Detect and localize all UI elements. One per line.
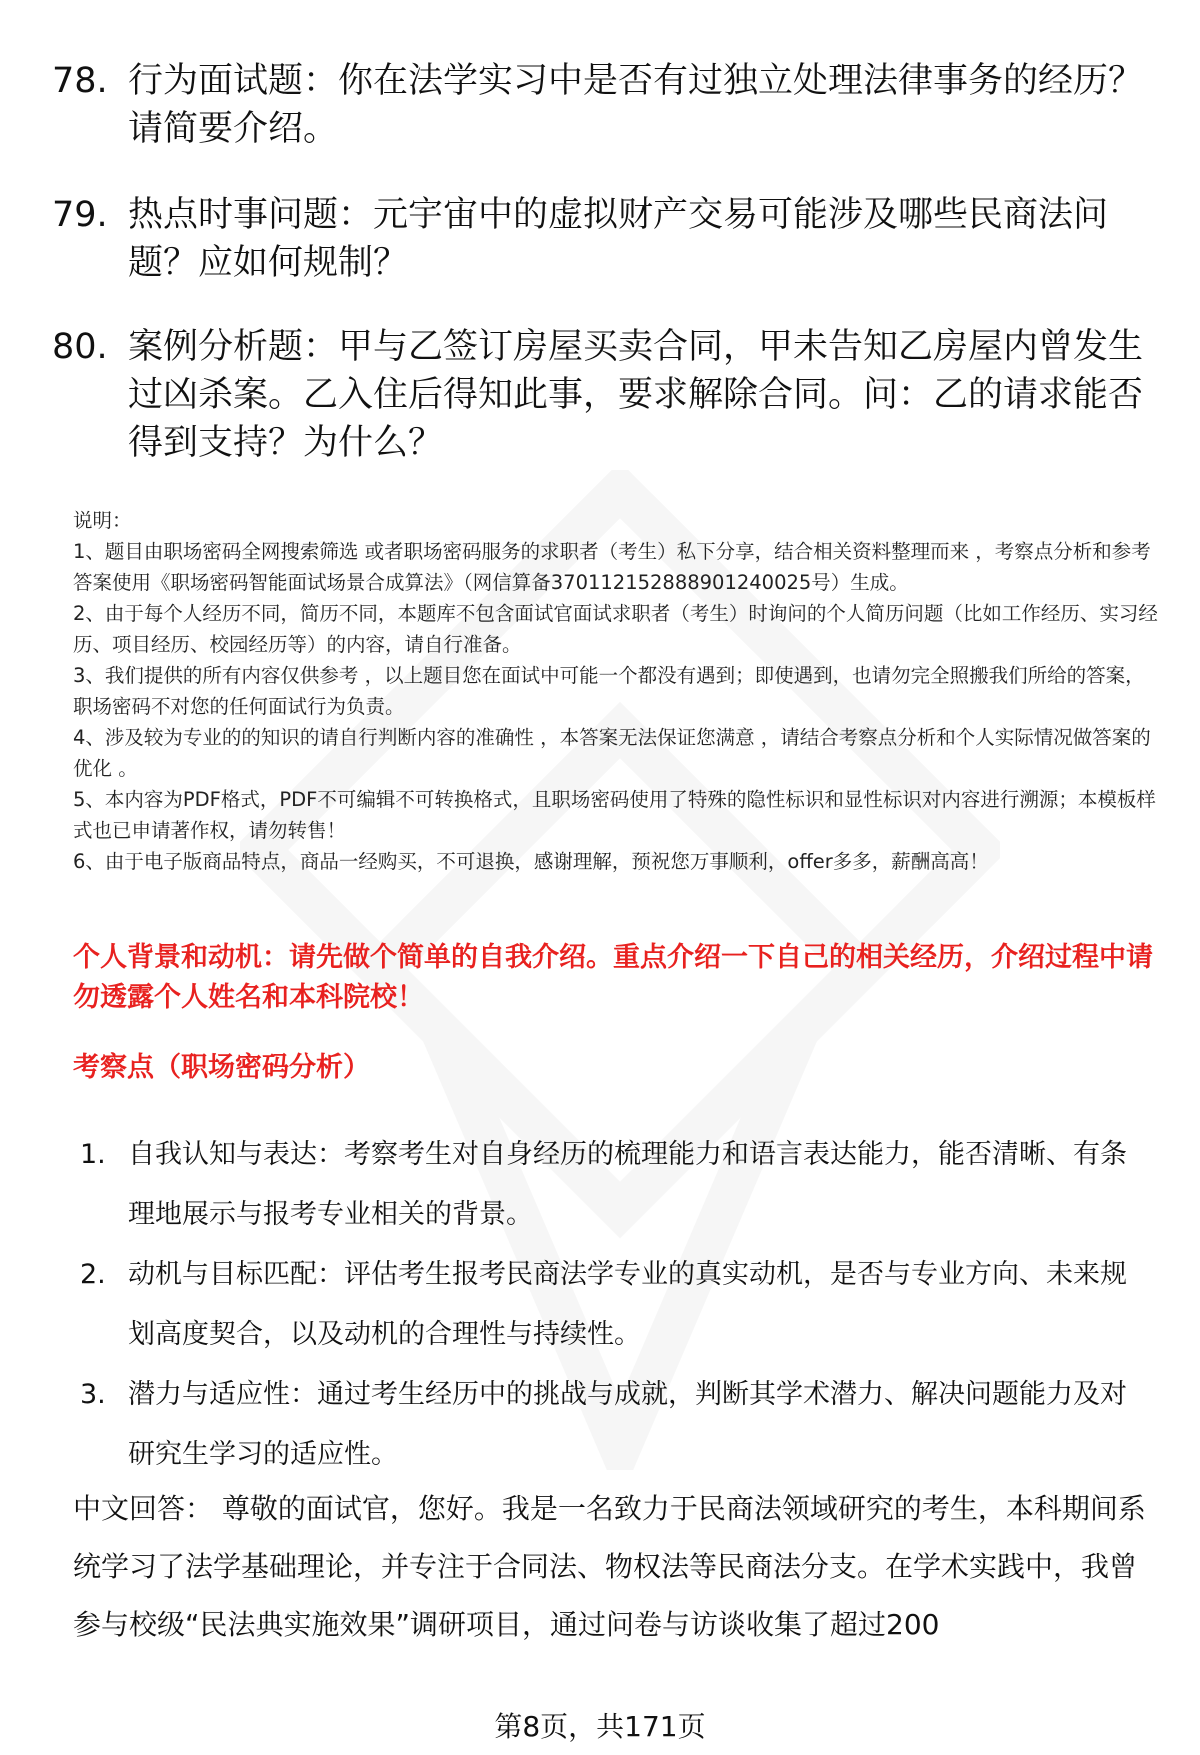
note-item: 6、由于电子版商品特点，商品一经购买，不可退换，感谢理解，预祝您万事顺利，offer多多，薪酬高高！: [73, 850, 989, 873]
question-heading: 个人背景和动机：请先做个简单的自我介绍。重点介绍一下自己的相关经历，介绍过程中请勿透露个人姓名和本科院校！: [73, 942, 1153, 1013]
question-number: 79.: [52, 195, 108, 235]
question-text: 行为面试题：你在法学实习中是否有过独立处理法律事务的经历？请简要介绍。: [128, 61, 1144, 149]
analysis-points: [80, 1125, 1140, 1485]
note-item: 2、由于每个人经历不同，简历不同，本题库不包含面试官面试求职者（考生）时询问的个人简历问题（比如工作经历、实习经历、项目经历、校园经历等）的内容，请自行准备。: [73, 602, 1158, 656]
question-text: 热点时事问题：元宇宙中的虚拟财产交易可能涉及哪些民商法问题？应如何规制？: [128, 195, 1109, 283]
analysis-heading: 考察点（职场密码分析）: [73, 1052, 370, 1083]
analysis-point: [80, 1245, 1140, 1365]
question-text: 案例分析题：甲与乙签订房屋买卖合同，甲未告知乙房屋内曾发生过凶杀案。乙入住后得知此事，要求解除合同。问：乙的请求能否得到支持？为什么？: [128, 327, 1144, 463]
answer-text: 中文回答： 尊敬的面试官，您好。我是一名致力于民商法领域研究的考生，本科期间系统学习了法学基础理论，并专注于合同法、物权法等民商法分支。在学术实践中，我曾参与校级“民法典实施效果”调研项目，通过问卷与访谈收集了超过200: [73, 1492, 1146, 1641]
point-number: 1.: [80, 1139, 106, 1170]
question-80: [52, 323, 1162, 467]
question-number: 80.: [52, 327, 108, 367]
point-text: 潜力与适应性：通过考生经历中的挑战与成就，判断其学术潜力、解决问题能力及对研究生学习的适应性。: [128, 1379, 1127, 1470]
question-79: [52, 191, 1162, 287]
question-number: 78.: [52, 61, 108, 101]
note-item: 5、本内容为PDF格式，PDF不可编辑不可转换格式，且职场密码使用了特殊的隐性标识和显性标识对内容进行溯源；本模板样式也已申请著作权，请勿转售！: [73, 788, 1156, 842]
note-item: 1、题目由职场密码全网搜索筛选 或者职场密码服务的求职者（考生）私下分享，结合相关资料整理而来 ，考察点分析和参考答案使用《职场密码智能面试场景合成算法》（网信算备370112152888901240025号）生成。: [73, 540, 1151, 594]
point-text: 自我认知与表达：考察考生对自身经历的梳理能力和语言表达能力，能否清晰、有条理地展示与报考专业相关的背景。: [128, 1139, 1127, 1230]
point-text: 动机与目标匹配：评估考生报考民商法学专业的真实动机，是否与专业方向、未来规划高度契合，以及动机的合理性与持续性。: [128, 1259, 1127, 1350]
analysis-point: [80, 1125, 1140, 1245]
analysis-point: [80, 1365, 1140, 1485]
note-item: 4、涉及较为专业的的知识的请自行判断内容的准确性 ，本答案无法保证您满意 ，请结合考察点分析和个人实际情况做答案的优化 。: [73, 726, 1151, 780]
page-number: 第8页，共171页: [494, 1710, 706, 1743]
question-78: [52, 57, 1162, 153]
notes-section: [73, 505, 1163, 877]
point-number: 3.: [80, 1379, 106, 1410]
note-item: 3、我们提供的所有内容仅供参考 ，以上题目您在面试中可能一个都没有遇到；即使遇到，也请勿完全照搬我们所给的答案，职场密码不对您的任何面试行为负责。: [73, 664, 1145, 718]
notes-title: 说明：: [73, 509, 132, 532]
point-number: 2.: [80, 1259, 106, 1290]
